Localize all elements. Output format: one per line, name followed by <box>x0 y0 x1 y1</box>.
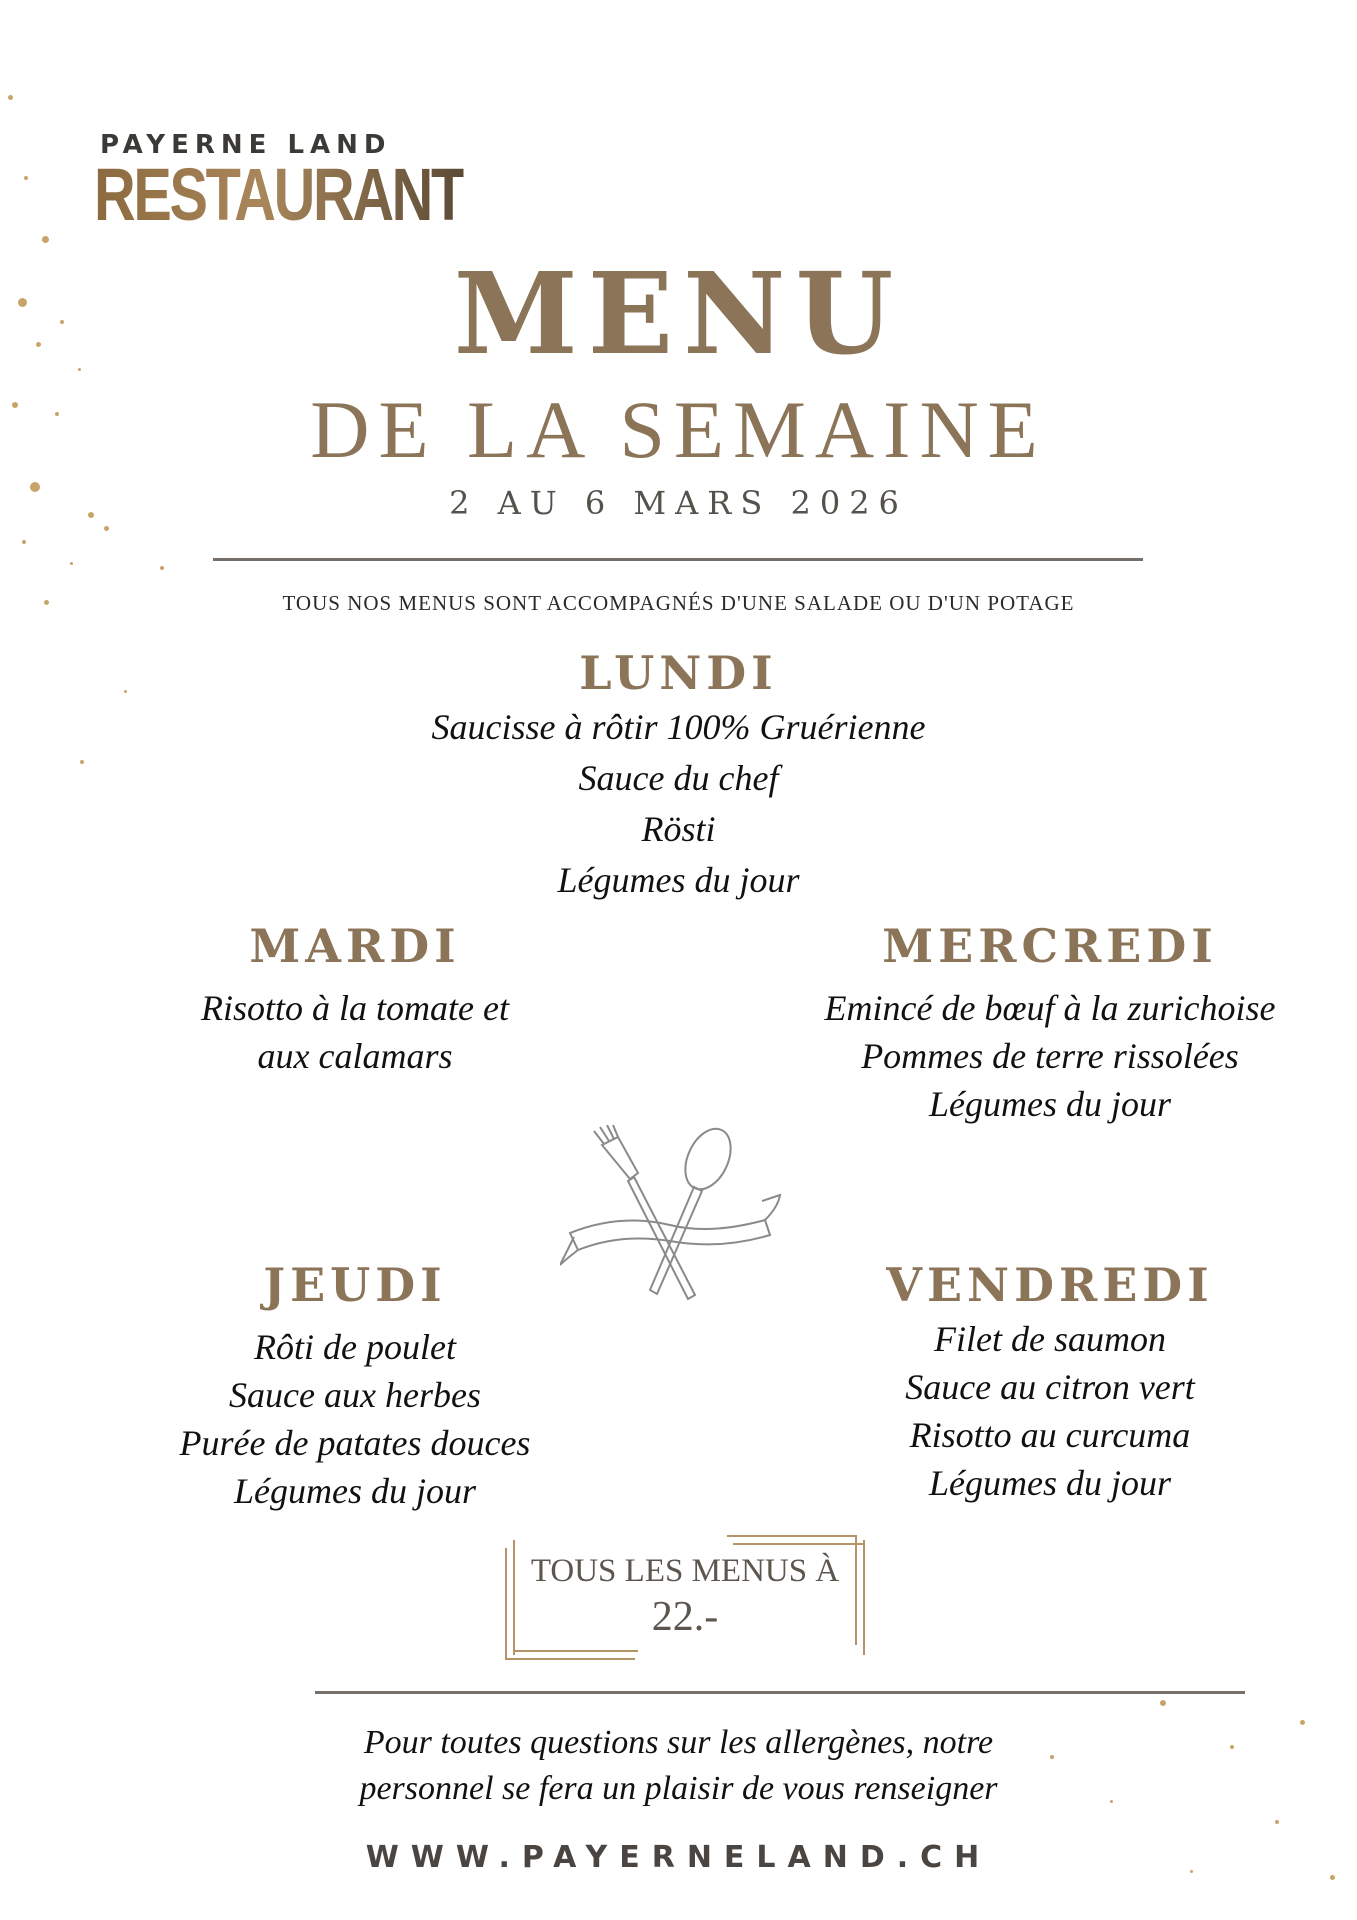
logo-subtitle: PAYERNE LAND <box>100 130 392 160</box>
allergen-line: personnel se fera un plaisir de vous renseigner <box>359 1770 998 1807</box>
accompaniment-note: TOUS NOS MENUS SONT ACCOMPAGNÉS D'UNE SALADE OU D'UN POTAGE <box>282 591 1075 615</box>
day-block-jeudi <box>155 1257 555 1515</box>
day-block-mercredi <box>790 918 1310 1128</box>
allergen-note <box>0 1720 1357 1812</box>
allergen-line: Pour toutes questions sur les allergènes, notre <box>363 1724 994 1761</box>
dish-item: Sauce au citron vert <box>905 1367 1195 1407</box>
dish-item: Légumes du jour <box>557 860 800 900</box>
dish-item: Purée de patates douces <box>179 1423 531 1463</box>
page-title: MENU <box>453 249 904 380</box>
week-dates: 2 AU 6 MARS 2026 <box>449 484 908 522</box>
price-value: 22.- <box>651 1594 719 1640</box>
day-title-mardi: MARDI <box>249 919 461 973</box>
bottom-divider <box>315 1691 1245 1694</box>
day-title-vendredi: VENDREDI <box>886 1258 1214 1312</box>
dish-item: Risotto à la tomate et <box>201 988 509 1028</box>
price-box <box>505 1535 865 1660</box>
day-title-mercredi: MERCREDI <box>882 919 1218 973</box>
website-link[interactable]: WWW.PAYERNELAND.CH <box>365 1840 992 1875</box>
dish-item: Saucisse à rôtir 100% Gruérienne <box>431 707 926 747</box>
price-label: TOUS LES MENUS À <box>530 1553 840 1589</box>
day-title-lundi: LUNDI <box>579 646 778 700</box>
top-divider <box>213 558 1143 561</box>
dish-item: Rôti de poulet <box>254 1327 456 1367</box>
dish-item: Rösti <box>641 809 716 849</box>
dish-item: Emincé de bœuf à la zurichoise <box>824 988 1276 1028</box>
dish-item: Légumes du jour <box>929 1463 1171 1503</box>
dish-item: Légumes du jour <box>929 1084 1171 1124</box>
dish-item: Filet de saumon <box>934 1319 1166 1359</box>
page-subtitle: DE LA SEMAINE <box>310 384 1047 475</box>
dish-item: Sauce aux herbes <box>229 1375 481 1415</box>
dish-item: Pommes de terre rissolées <box>861 1036 1239 1076</box>
dish-item: aux calamars <box>257 1036 453 1076</box>
fork-spoon-ribbon-icon <box>560 1125 785 1310</box>
day-block-vendredi <box>790 1257 1310 1507</box>
day-block-lundi <box>0 645 1357 904</box>
dish-item: Sauce du chef <box>578 758 779 798</box>
logo-wordmark: RESTAURANT <box>94 153 464 236</box>
dish-item: Risotto au curcuma <box>909 1415 1191 1455</box>
day-block-mardi <box>155 918 555 1080</box>
dish-item: Légumes du jour <box>234 1471 476 1511</box>
day-title-jeudi: JEUDI <box>263 1258 447 1312</box>
